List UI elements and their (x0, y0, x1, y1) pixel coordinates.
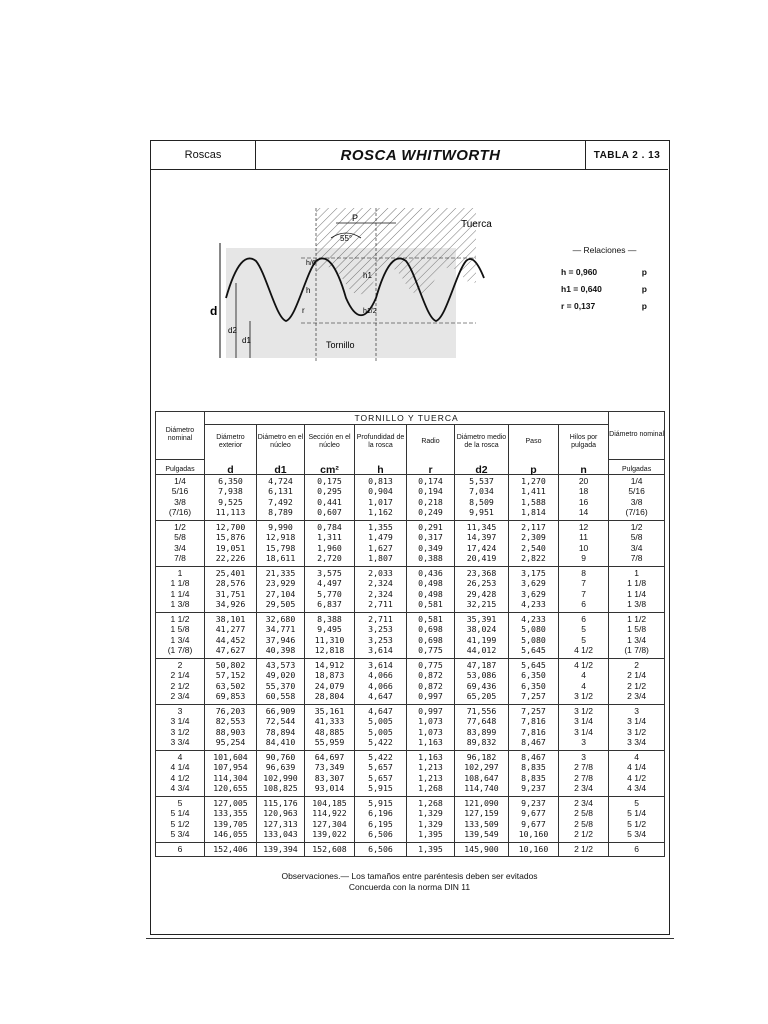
relation-unit: p (641, 284, 647, 294)
cell-h: 2,711 3,253 3,253 3,614 (355, 612, 407, 658)
cell-d2: 11,345 14,397 17,424 20,419 (455, 520, 509, 566)
col-r-header: Radio (407, 425, 455, 460)
table-row-group (156, 474, 665, 520)
table-row-group (156, 796, 665, 842)
symbol-n: n (559, 459, 609, 474)
label-h1-half: h1/2 (363, 308, 377, 315)
relation-formula: h1 = 0,640 (561, 284, 602, 294)
relation-unit: p (641, 267, 647, 277)
cell-r: 0,291 0,317 0,349 0,388 (407, 520, 455, 566)
table-row-group (156, 704, 665, 750)
relation-unit: p (641, 301, 647, 311)
col-d-header: Diámetro exterior (205, 425, 257, 460)
cell-h: 4,647 5,005 5,005 5,422 (355, 704, 407, 750)
cell-d1: 90,760 96,639 102,990 108,825 (257, 750, 305, 796)
cell-d1: 43,573 49,020 55,370 60,558 (257, 658, 305, 704)
table-row-group (156, 566, 665, 612)
label-bolt: Tornillo (326, 340, 355, 350)
label-h-sixth: h/6 (306, 260, 316, 267)
page-header (151, 141, 668, 170)
cell-h: 1,355 1,479 1,627 1,807 (355, 520, 407, 566)
cell-nominal: 1/4 5/16 3/8 (7/16) (156, 474, 205, 520)
cell-r: 1,395 (407, 842, 455, 857)
cell-nominal: 6 (156, 842, 205, 857)
symbol-p: p (509, 459, 559, 474)
cell-area: 0,784 1,311 1,960 2,720 (305, 520, 355, 566)
cell-d2: 35,391 38,024 41,199 44,012 (455, 612, 509, 658)
page-bottom-rule (146, 938, 674, 939)
cell-nominal: 4 4 1/4 4 1/2 4 3/4 (156, 750, 205, 796)
col-n-header: Hilos por pulgada (559, 425, 609, 460)
cell-d1: 9,990 12,918 15,798 18,611 (257, 520, 305, 566)
cell-nominal_r: 3 3 1/4 3 1/2 3 3/4 (609, 704, 665, 750)
document-sheet (150, 140, 670, 935)
cell-nominal_r: 5 5 1/4 5 1/2 5 3/4 (609, 796, 665, 842)
cell-nominal: 5 5 1/4 5 1/2 5 3/4 (156, 796, 205, 842)
cell-r: 0,997 1,073 1,073 1,163 (407, 704, 455, 750)
header-text: Diámetro nominal (165, 427, 195, 443)
cell-p: 5,645 6,350 6,350 7,257 (509, 658, 559, 704)
cell-r: 1,268 1,329 1,329 1,395 (407, 796, 455, 842)
cell-nominal_r: 1/4 5/16 3/8 (7/16) (609, 474, 665, 520)
cell-r: 1,163 1,213 1,213 1,268 (407, 750, 455, 796)
unit-label: Pulgadas (609, 459, 665, 474)
cell-d1: 4,724 6,131 7,492 8,789 (257, 474, 305, 520)
section-label: Roscas (151, 141, 256, 169)
observation-line: Observaciones.— Los tamaños entre paréntesis deben ser evitados (281, 871, 538, 881)
cell-nominal: 3 3 1/4 3 1/2 3 3/4 (156, 704, 205, 750)
page-title: ROSCA WHITWORTH (256, 141, 586, 169)
cell-d: 6,350 7,938 9,525 11,113 (205, 474, 257, 520)
table-body (156, 474, 665, 857)
table-row-group (156, 842, 665, 857)
label-h: h (306, 286, 311, 295)
cell-d1: 115,176 120,963 127,313 133,043 (257, 796, 305, 842)
cell-d: 152,406 (205, 842, 257, 857)
cell-d1: 21,335 23,929 27,104 29,505 (257, 566, 305, 612)
cell-nominal_r: 2 2 1/4 2 1/2 2 3/4 (609, 658, 665, 704)
relation-formula: r = 0,137 (561, 301, 596, 311)
header-text: Diámetro nominal (609, 431, 665, 439)
cell-area: 35,161 41,333 48,885 55,959 (305, 704, 355, 750)
cell-d2: 47,187 53,086 69,436 65,205 (455, 658, 509, 704)
table-row-group (156, 750, 665, 796)
cell-nominal_r: 4 4 1/4 4 1/2 4 3/4 (609, 750, 665, 796)
cell-p: 10,160 (509, 842, 559, 857)
cell-d2: 145,900 (455, 842, 509, 857)
label-d2: d2 (228, 326, 237, 335)
relations-title: — Relaciones — (572, 245, 637, 255)
label-h1: h1 (363, 271, 372, 280)
cell-d: 50,802 57,152 63,502 69,853 (205, 658, 257, 704)
col-h-header: Profundidad de la rosca (355, 425, 407, 460)
cell-r: 0,174 0,194 0,218 0,249 (407, 474, 455, 520)
cell-h: 6,506 (355, 842, 407, 857)
observation-line: Concuerda con la norma DIN 11 (348, 882, 471, 892)
symbol-d: d (205, 459, 257, 474)
symbol-r: r (407, 459, 455, 474)
cell-d1: 32,680 34,771 37,946 40,398 (257, 612, 305, 658)
cell-d1: 139,394 (257, 842, 305, 857)
relation-row (561, 267, 666, 277)
col-nominal-header (156, 412, 205, 460)
label-nut: Tuerca (461, 219, 492, 230)
cell-p: 3,175 3,629 3,629 4,233 (509, 566, 559, 612)
cell-area: 3,575 4,497 5,770 6,837 (305, 566, 355, 612)
col-d1-header: Diámetro en el núcleo (257, 425, 305, 460)
cell-area: 152,608 (305, 842, 355, 857)
unit-label: Pulgadas (156, 459, 205, 474)
cell-d2: 23,368 26,253 29,428 32,215 (455, 566, 509, 612)
label-angle: 55° (340, 234, 353, 243)
symbol-h: h (355, 459, 407, 474)
table-row-group (156, 612, 665, 658)
label-d1: d1 (242, 336, 251, 345)
cell-area: 8,388 9,495 11,310 12,818 (305, 612, 355, 658)
cell-n: 12 11 10 9 (559, 520, 609, 566)
cell-nominal_r: 1 1/2 1 5/8 1 3/4 (1 7/8) (609, 612, 665, 658)
cell-nominal: 1/2 5/8 3/4 7/8 (156, 520, 205, 566)
group-header: TORNILLO Y TUERCA (205, 412, 609, 425)
symbol-d2: d2 (455, 459, 509, 474)
cell-nominal_r: 1/2 5/8 3/4 7/8 (609, 520, 665, 566)
cell-d: 76,203 82,553 88,903 95,254 (205, 704, 257, 750)
cell-d: 101,604 107,954 114,304 120,655 (205, 750, 257, 796)
cell-h: 2,033 2,324 2,324 2,711 (355, 566, 407, 612)
cell-n: 8 7 7 6 (559, 566, 609, 612)
cell-d: 127,005 133,355 139,705 146,055 (205, 796, 257, 842)
cell-r: 0,775 0,872 0,872 0,997 (407, 658, 455, 704)
cell-nominal_r: 1 1 1/8 1 1/4 1 3/8 (609, 566, 665, 612)
cell-area: 104,185 114,922 127,304 139,022 (305, 796, 355, 842)
cell-p: 2,117 2,309 2,540 2,822 (509, 520, 559, 566)
thread-profile-diagram (206, 203, 551, 368)
cell-nominal_r: 6 (609, 842, 665, 857)
table-row-group (156, 520, 665, 566)
cell-p: 1,270 1,411 1,588 1,814 (509, 474, 559, 520)
cell-nominal: 1 1/2 1 5/8 1 3/4 (1 7/8) (156, 612, 205, 658)
cell-d: 38,101 41,277 44,452 47,627 (205, 612, 257, 658)
symbol-area: cm² (305, 459, 355, 474)
whitworth-table (155, 411, 665, 857)
col-area-header: Sección en el núcleo (305, 425, 355, 460)
relations-box (561, 245, 666, 318)
cell-nominal: 1 1 1/8 1 1/4 1 3/8 (156, 566, 205, 612)
cell-n: 4 1/2 4 4 3 1/2 (559, 658, 609, 704)
label-r: r (302, 306, 305, 315)
relation-row (561, 284, 666, 294)
cell-n: 3 1/2 3 1/4 3 1/4 3 (559, 704, 609, 750)
cell-h: 5,422 5,657 5,657 5,915 (355, 750, 407, 796)
cell-h: 5,915 6,196 6,195 6,506 (355, 796, 407, 842)
cell-n: 3 2 7/8 2 7/8 2 3/4 (559, 750, 609, 796)
relation-row (561, 301, 666, 311)
col-p-header: Paso (509, 425, 559, 460)
table-row-group (156, 658, 665, 704)
cell-nominal: 2 2 1/4 2 1/2 2 3/4 (156, 658, 205, 704)
cell-area: 64,697 73,349 83,307 93,014 (305, 750, 355, 796)
cell-h: 0,813 0,904 1,017 1,162 (355, 474, 407, 520)
cell-d2: 121,090 127,159 133,509 139,549 (455, 796, 509, 842)
cell-d: 25,401 28,576 31,751 34,926 (205, 566, 257, 612)
col-nominal-right-header (609, 412, 665, 460)
relation-formula: h = 0,960 (561, 267, 598, 277)
observations (151, 871, 668, 893)
cell-r: 0,581 0,698 0,698 0,775 (407, 612, 455, 658)
cell-area: 0,175 0,295 0,441 0,607 (305, 474, 355, 520)
cell-area: 14,912 18,873 24,079 28,804 (305, 658, 355, 704)
cell-n: 2 1/2 (559, 842, 609, 857)
cell-d1: 66,909 72,544 78,894 84,410 (257, 704, 305, 750)
cell-d2: 5,537 7,034 8,509 9,951 (455, 474, 509, 520)
cell-p: 7,257 7,816 7,816 8,467 (509, 704, 559, 750)
symbol-d1: d1 (257, 459, 305, 474)
cell-p: 9,237 9,677 9,677 10,160 (509, 796, 559, 842)
cell-n: 20 18 16 14 (559, 474, 609, 520)
cell-d2: 96,182 102,297 108,647 114,740 (455, 750, 509, 796)
cell-p: 8,467 8,835 8,835 9,237 (509, 750, 559, 796)
cell-h: 3,614 4,066 4,066 4,647 (355, 658, 407, 704)
cell-d: 12,700 15,876 19,051 22,226 (205, 520, 257, 566)
table-number: TABLA 2 . 13 (593, 149, 661, 161)
cell-n: 2 3/4 2 5/8 2 5/8 2 1/2 (559, 796, 609, 842)
label-d: d (210, 304, 218, 318)
cell-d2: 71,556 77,648 83,899 89,832 (455, 704, 509, 750)
label-pitch: P (352, 213, 359, 223)
col-d2-header: Diámetro medio de la rosca (455, 425, 509, 460)
cell-n: 6 5 5 4 1/2 (559, 612, 609, 658)
cell-r: 0,436 0,498 0,498 0,581 (407, 566, 455, 612)
cell-p: 4,233 5,080 5,080 5,645 (509, 612, 559, 658)
